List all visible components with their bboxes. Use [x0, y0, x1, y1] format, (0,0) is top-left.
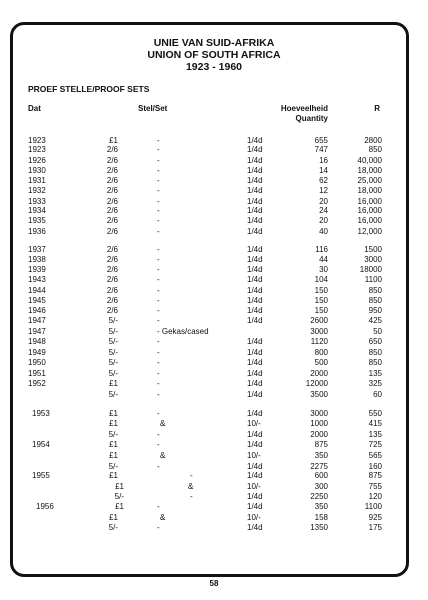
row-set-to: 1/4d [247, 296, 263, 305]
row-set-from: 5/- [108, 462, 118, 471]
row-set-to: 1/4d [247, 379, 263, 388]
row-set-from: 5/- [108, 430, 118, 439]
row-set-to: 1/4d [247, 275, 263, 284]
row-year: 1930 [28, 166, 46, 175]
column-header-quantity-1: Hoeveelheid [280, 104, 328, 113]
row-set-from: 2/6 [106, 166, 118, 175]
title-line-2: UNION OF SOUTH AFRICA [147, 49, 281, 61]
row-year: 1932 [28, 186, 46, 195]
row-set-to: 1/4d [247, 390, 263, 399]
row-set-to: 1/4d [247, 227, 263, 236]
row-price: 16,000 [357, 216, 382, 225]
row-year: 1935 [28, 216, 46, 225]
row-price: 850 [368, 348, 382, 357]
row-set-from: 2/6 [106, 156, 118, 165]
row-quantity: 1000 [310, 419, 328, 428]
row-price: 60 [373, 390, 382, 399]
row-year: 1944 [28, 286, 46, 295]
row-quantity: 3500 [310, 390, 328, 399]
row-quantity: 14 [319, 166, 328, 175]
row-set-from: £1 [115, 502, 124, 511]
row-quantity: 40 [319, 227, 328, 236]
row-set-from: 5/- [108, 369, 118, 378]
row-price: 850 [368, 358, 382, 367]
row-set-to: 1/4d [247, 440, 263, 449]
row-year: 1939 [28, 265, 46, 274]
row-set-separator: - [157, 145, 160, 154]
row-quantity: 104 [314, 275, 328, 284]
row-quantity: 350 [314, 502, 328, 511]
row-set-from: 5/- [108, 390, 118, 399]
row-set-from: 2/6 [106, 186, 118, 195]
row-set-separator: - [157, 337, 160, 346]
row-set-from: 5/- [108, 358, 118, 367]
row-price: 120 [368, 492, 382, 501]
row-set-from: 2/6 [106, 265, 118, 274]
row-set-separator: - [157, 176, 160, 185]
row-set-to: 1/4d [247, 502, 263, 511]
row-quantity: 600 [314, 471, 328, 480]
row-set-to: 1/4d [247, 186, 263, 195]
row-set-separator: - [157, 379, 160, 388]
row-set-from: 2/6 [106, 227, 118, 236]
row-set-to: 1/4d [247, 369, 263, 378]
row-year: 1931 [28, 176, 46, 185]
row-price: 850 [368, 145, 382, 154]
row-set-to: 1/4d [247, 348, 263, 357]
row-price: 850 [368, 296, 382, 305]
row-quantity: 20 [319, 216, 328, 225]
row-set-from: 5/- [108, 316, 118, 325]
column-header-quantity-2: Quantity [295, 114, 328, 123]
row-set-to: 1/4d [247, 316, 263, 325]
row-set-separator: - [157, 136, 160, 145]
row-set-to: 1/4d [247, 136, 263, 145]
row-set-separator: - [157, 156, 160, 165]
row-quantity: 747 [314, 145, 328, 154]
row-set-to: 1/4d [247, 166, 263, 175]
row-set-to: 10/- [247, 482, 261, 491]
row-price: 135 [368, 430, 382, 439]
row-price: 725 [368, 440, 382, 449]
row-price: 18000 [359, 265, 382, 274]
row-set-from: 5/- [114, 492, 124, 501]
section-title: PROEF STELLE/PROOF SETS [28, 84, 150, 94]
row-price: 2800 [364, 136, 382, 145]
row-set-separator: - [157, 227, 160, 236]
row-set-to: 1/4d [247, 145, 263, 154]
row-quantity: 12 [319, 186, 328, 195]
row-year: 1933 [28, 197, 46, 206]
row-price: 135 [368, 369, 382, 378]
row-quantity: 2000 [310, 369, 328, 378]
title-line-1: UNIE VAN SUID-AFRIKA [153, 37, 275, 49]
row-set-separator: - [157, 206, 160, 215]
row-quantity: 158 [314, 513, 328, 522]
row-year: 1952 [28, 379, 46, 388]
row-quantity: 1120 [310, 337, 328, 346]
row-set-to: 1/4d [247, 265, 263, 274]
row-year: 1951 [28, 369, 46, 378]
row-year: 1950 [28, 358, 46, 367]
row-set-to: 1/4d [247, 462, 263, 471]
row-set-separator: - [190, 471, 193, 480]
column-header-price: R [374, 104, 380, 113]
row-set-from: £1 [109, 471, 118, 480]
row-quantity: 44 [319, 255, 328, 264]
row-set-from: £1 [109, 440, 118, 449]
row-quantity: 2600 [310, 316, 328, 325]
row-set-to: 1/4d [247, 523, 263, 532]
row-set-from: 2/6 [106, 286, 118, 295]
row-quantity: 30 [319, 265, 328, 274]
row-quantity: 2275 [310, 462, 328, 471]
row-set-to: 1/4d [247, 306, 263, 315]
row-set-separator: - [157, 440, 160, 449]
row-quantity: 62 [319, 176, 328, 185]
row-year: 1947 [28, 327, 46, 336]
row-quantity: 1350 [310, 523, 328, 532]
row-set-separator: & [160, 451, 166, 460]
row-set-from: 5/- [108, 327, 118, 336]
row-quantity: 12000 [305, 379, 328, 388]
row-price: 175 [368, 523, 382, 532]
row-quantity: 800 [314, 348, 328, 357]
row-price: 16,000 [357, 197, 382, 206]
row-set-separator: - [157, 166, 160, 175]
row-price: 550 [368, 409, 382, 418]
row-quantity: 116 [315, 245, 328, 254]
row-year: 1936 [28, 227, 46, 236]
row-quantity: 150 [314, 296, 328, 305]
row-set-to: 1/4d [247, 358, 263, 367]
column-header-set: Stel/Set [138, 104, 168, 113]
row-price: 925 [368, 513, 382, 522]
row-set-separator: - [157, 197, 160, 206]
row-set-separator: - [157, 523, 160, 532]
row-price: 950 [368, 306, 382, 315]
row-set-to: 1/4d [247, 409, 263, 418]
row-set-from: 2/6 [106, 306, 118, 315]
row-set-separator: - [157, 462, 160, 471]
row-set-separator: - [157, 286, 160, 295]
row-price: 850 [368, 286, 382, 295]
row-price: 650 [368, 337, 382, 346]
row-set-from: 2/6 [106, 197, 118, 206]
row-set-to: 1/4d [247, 216, 263, 225]
row-set-to: 1/4d [247, 156, 263, 165]
row-year: 1937 [28, 245, 46, 254]
row-set-from: £1 [115, 482, 124, 491]
row-year: 1949 [28, 348, 46, 357]
row-price: 415 [368, 419, 382, 428]
row-set-to: 1/4d [247, 255, 263, 264]
row-price: 565 [368, 451, 382, 460]
column-header-date: Dat [28, 104, 41, 113]
row-price: 325 [368, 379, 382, 388]
row-price: 50 [373, 327, 382, 336]
row-set-separator: - [157, 369, 160, 378]
row-quantity: 16 [319, 156, 328, 165]
row-price: 3000 [364, 255, 382, 264]
row-set-from: £1 [109, 136, 118, 145]
row-price: 12,000 [357, 227, 382, 236]
row-set-from: 2/6 [106, 296, 118, 305]
row-set-separator: - [157, 430, 160, 439]
row-set-from: 5/- [108, 337, 118, 346]
row-quantity: 3000 [310, 327, 328, 336]
row-set-separator: & [188, 482, 194, 491]
title-years: 1923 - 1960 [185, 61, 243, 73]
row-set-separator: - [157, 316, 160, 325]
row-set-from: £1 [109, 419, 118, 428]
row-price: 1100 [364, 275, 382, 284]
row-set-from: 2/6 [106, 275, 118, 284]
page-number: 58 [209, 579, 219, 588]
row-set-to: 10/- [247, 513, 261, 522]
row-set-separator: - [157, 306, 160, 315]
row-set-from: 5/- [108, 523, 118, 532]
row-set-separator: - [157, 275, 160, 284]
row-set-separator: - [157, 390, 160, 399]
row-set-from: 2/6 [106, 176, 118, 185]
row-set-from: £1 [109, 451, 118, 460]
row-price: 425 [368, 316, 382, 325]
row-price: 1500 [364, 245, 382, 254]
row-set-to: 1/4d [247, 337, 263, 346]
row-set-from: £1 [109, 409, 118, 418]
row-quantity: 2250 [310, 492, 328, 501]
row-year: 1953 [32, 409, 50, 418]
row-year: 1954 [32, 440, 50, 449]
row-year: 1956 [36, 502, 54, 511]
row-year: 1923 [28, 145, 46, 154]
row-set-separator: & [160, 419, 166, 428]
row-price: 755 [368, 482, 382, 491]
row-quantity: 500 [314, 358, 328, 367]
row-quantity: 24 [319, 206, 328, 215]
row-set-separator: - Gekas/cased [157, 327, 209, 336]
row-set-from: 2/6 [106, 206, 118, 215]
row-set-separator: - [157, 255, 160, 264]
row-year: 1923 [28, 136, 46, 145]
row-set-separator: - [157, 409, 160, 418]
row-price: 1100 [364, 502, 382, 511]
row-price: 16,000 [357, 206, 382, 215]
row-set-to: 1/4d [247, 471, 263, 480]
row-year: 1945 [28, 296, 46, 305]
row-set-to: 1/4d [247, 197, 263, 206]
row-year: 1948 [28, 337, 46, 346]
row-set-to: 1/4d [247, 206, 263, 215]
row-set-separator: - [157, 245, 160, 254]
row-set-to: 1/4d [247, 245, 263, 254]
row-quantity: 350 [314, 451, 328, 460]
row-set-separator: - [157, 358, 160, 367]
row-set-to: 10/- [247, 451, 261, 460]
row-price: 18,000 [357, 166, 382, 175]
row-set-from: £1 [109, 513, 118, 522]
row-quantity: 875 [314, 440, 328, 449]
row-quantity: 655 [314, 136, 328, 145]
row-quantity: 150 [314, 286, 328, 295]
row-quantity: 20 [319, 197, 328, 206]
row-set-separator: - [157, 296, 160, 305]
row-set-from: 2/6 [106, 216, 118, 225]
row-set-to: 1/4d [247, 286, 263, 295]
row-set-separator: - [157, 502, 160, 511]
row-year: 1943 [28, 275, 46, 284]
row-set-separator: & [160, 513, 166, 522]
row-set-separator: - [157, 186, 160, 195]
row-set-to: 10/- [247, 419, 261, 428]
row-year: 1947 [28, 316, 46, 325]
row-set-from: 2/6 [106, 245, 118, 254]
row-year: 1938 [28, 255, 46, 264]
row-set-to: 1/4d [247, 430, 263, 439]
row-price: 875 [368, 471, 382, 480]
row-set-separator: - [190, 492, 193, 501]
row-set-to: 1/4d [247, 176, 263, 185]
row-quantity: 300 [314, 482, 328, 491]
row-year: 1934 [28, 206, 46, 215]
row-price: 160 [368, 462, 382, 471]
row-year: 1955 [32, 471, 50, 480]
row-set-separator: - [157, 265, 160, 274]
row-set-from: £1 [109, 379, 118, 388]
row-set-to: 1/4d [247, 492, 263, 501]
row-price: 25,000 [357, 176, 382, 185]
row-quantity: 3000 [310, 409, 328, 418]
row-year: 1926 [28, 156, 46, 165]
row-year: 1946 [28, 306, 46, 315]
row-set-from: 5/- [108, 348, 118, 357]
row-quantity: 150 [314, 306, 328, 315]
row-quantity: 2000 [310, 430, 328, 439]
row-set-from: 2/6 [106, 145, 118, 154]
row-price: 18,000 [357, 186, 382, 195]
row-set-from: 2/6 [106, 255, 118, 264]
row-set-separator: - [157, 216, 160, 225]
row-price: 40,000 [357, 156, 382, 165]
row-set-separator: - [157, 348, 160, 357]
